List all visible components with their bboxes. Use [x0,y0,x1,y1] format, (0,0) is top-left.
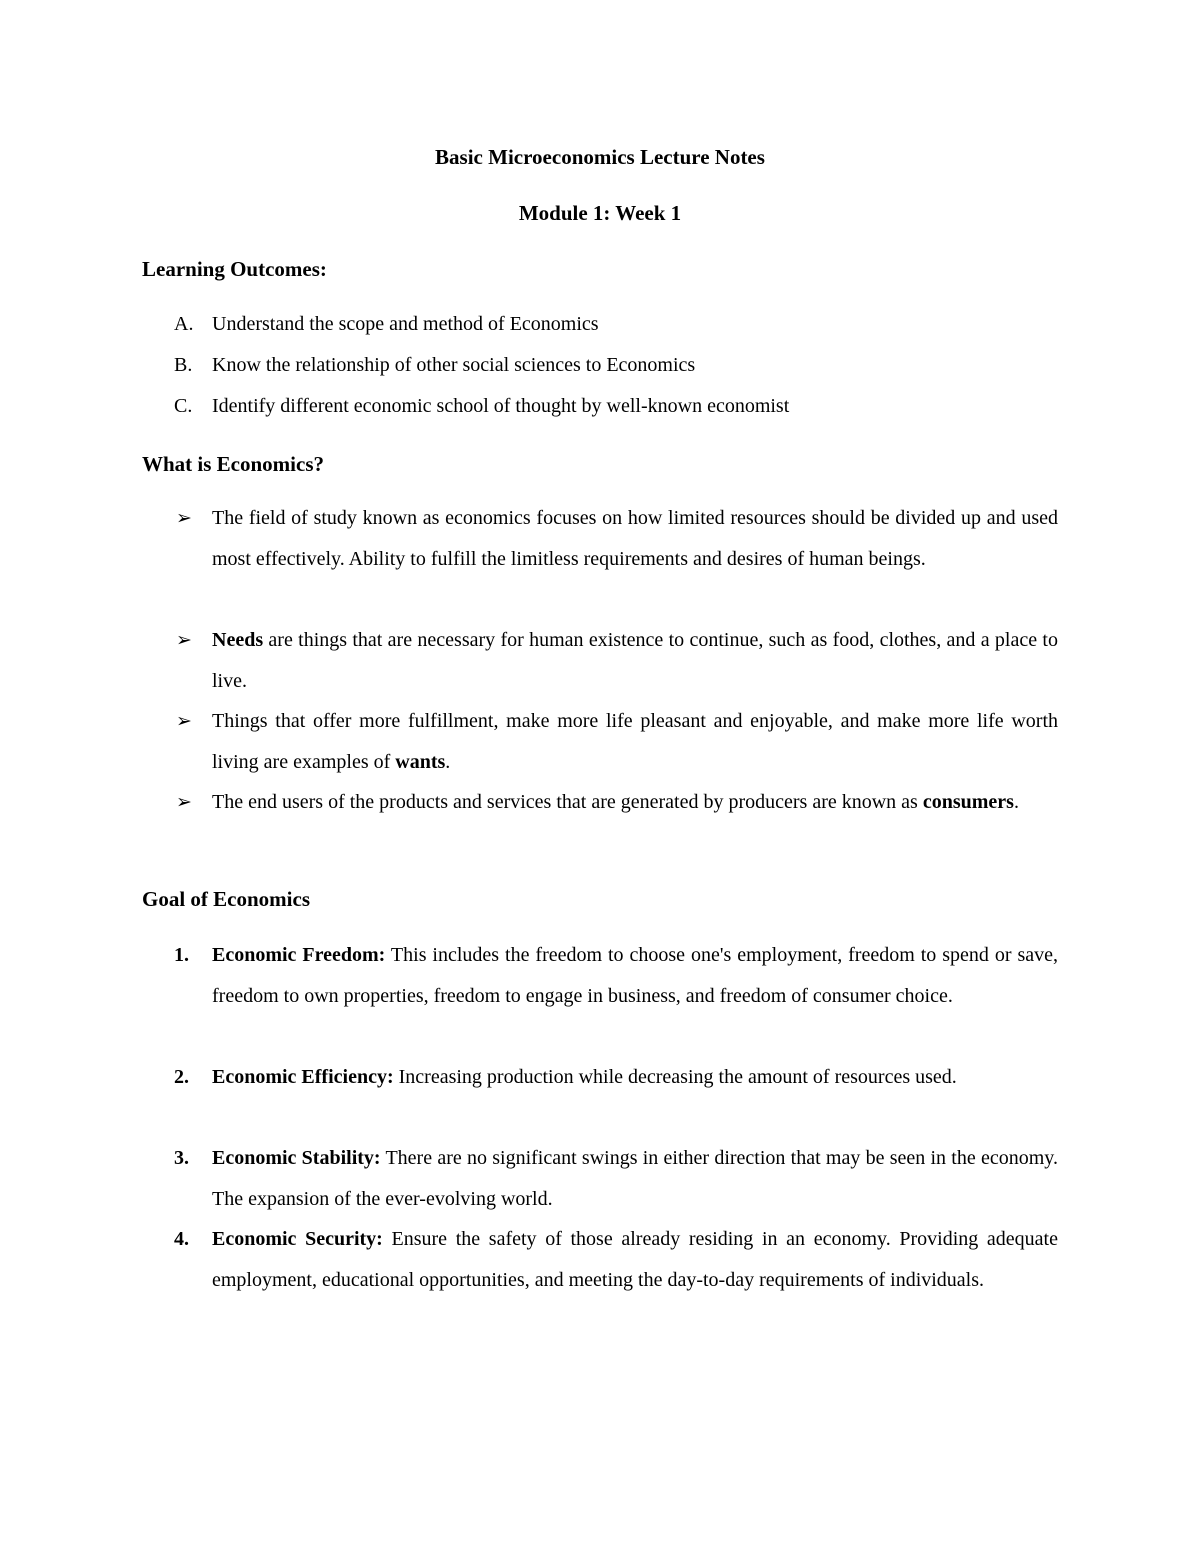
arrow-bullet-icon: ➢ [176,629,192,651]
list-marker: 3. [174,1147,189,1169]
goal-term: Economic Security: [212,1228,383,1250]
goal-term: Economic Freedom: [212,944,386,966]
arrow-bullet-icon: ➢ [176,791,192,813]
list-item-text: Economic Stability: There are no significant swings in either direction that may be seen in the economy. The expansion of the ever-evolving world. [212,1147,1058,1210]
list-marker: B. [174,354,193,376]
term-needs: Needs [212,629,264,651]
document-subtitle: Module 1: Week 1 [518,201,682,225]
what-is-economics-heading: What is Economics? [142,452,325,476]
list-item-text: The end users of the products and services that are generated by producers are known as consumers. [212,791,1019,813]
list-item-text: Economic Security: Ensure the safety of those already residing in an economy. Providing adequate employment, educational opportunities, and meeting the day-to-day requirements of individuals. [212,1228,1058,1291]
arrow-bullet-icon: ➢ [176,507,192,529]
term-consumers: consumers [922,791,1014,813]
term-wants: wants [395,750,446,773]
list-marker: 2. [174,1066,189,1088]
list-marker: 4. [174,1228,189,1250]
arrow-bullet-icon: ➢ [176,710,192,732]
list-marker: C. [174,395,193,417]
list-item-text: Economic Efficiency: Increasing production while decreasing the amount of resources used. [212,1066,957,1088]
goal-term: Economic Stability: [212,1147,381,1169]
list-marker: A. [174,313,194,335]
list-item-text: Identify different economic school of thought by well-known economist [212,395,790,417]
list-item-text: Economic Freedom: This includes the freedom to choose one's employment, freedom to spend or save, freedom to own properties, freedom to engage in business, and freedom of consumer choice. [212,944,1058,1007]
list-item-text: Know the relationship of other social sciences to Economics [212,354,696,376]
goal-of-economics-heading: Goal of Economics [142,887,310,911]
learning-outcomes-heading: Learning Outcomes: [142,257,327,281]
list-marker: 1. [174,944,189,966]
document-title: Basic Microeconomics Lecture Notes [435,145,765,169]
list-item-text: Understand the scope and method of Economics [212,313,599,335]
list-item-text: Needs are things that are necessary for human existence to continue, such as food, clothes, and a place to live. [212,629,1058,692]
list-item-text: Things that offer more fulfillment, make more life pleasant and enjoyable, and make more life worth living are examples of wants. [212,710,1058,773]
goal-term: Economic Efficiency: [212,1066,394,1088]
list-item-text: The field of study known as economics focuses on how limited resources should be divided up and used most effectively. Ability to fulfill the limitless requirements and desires of human beings. [212,507,1058,570]
